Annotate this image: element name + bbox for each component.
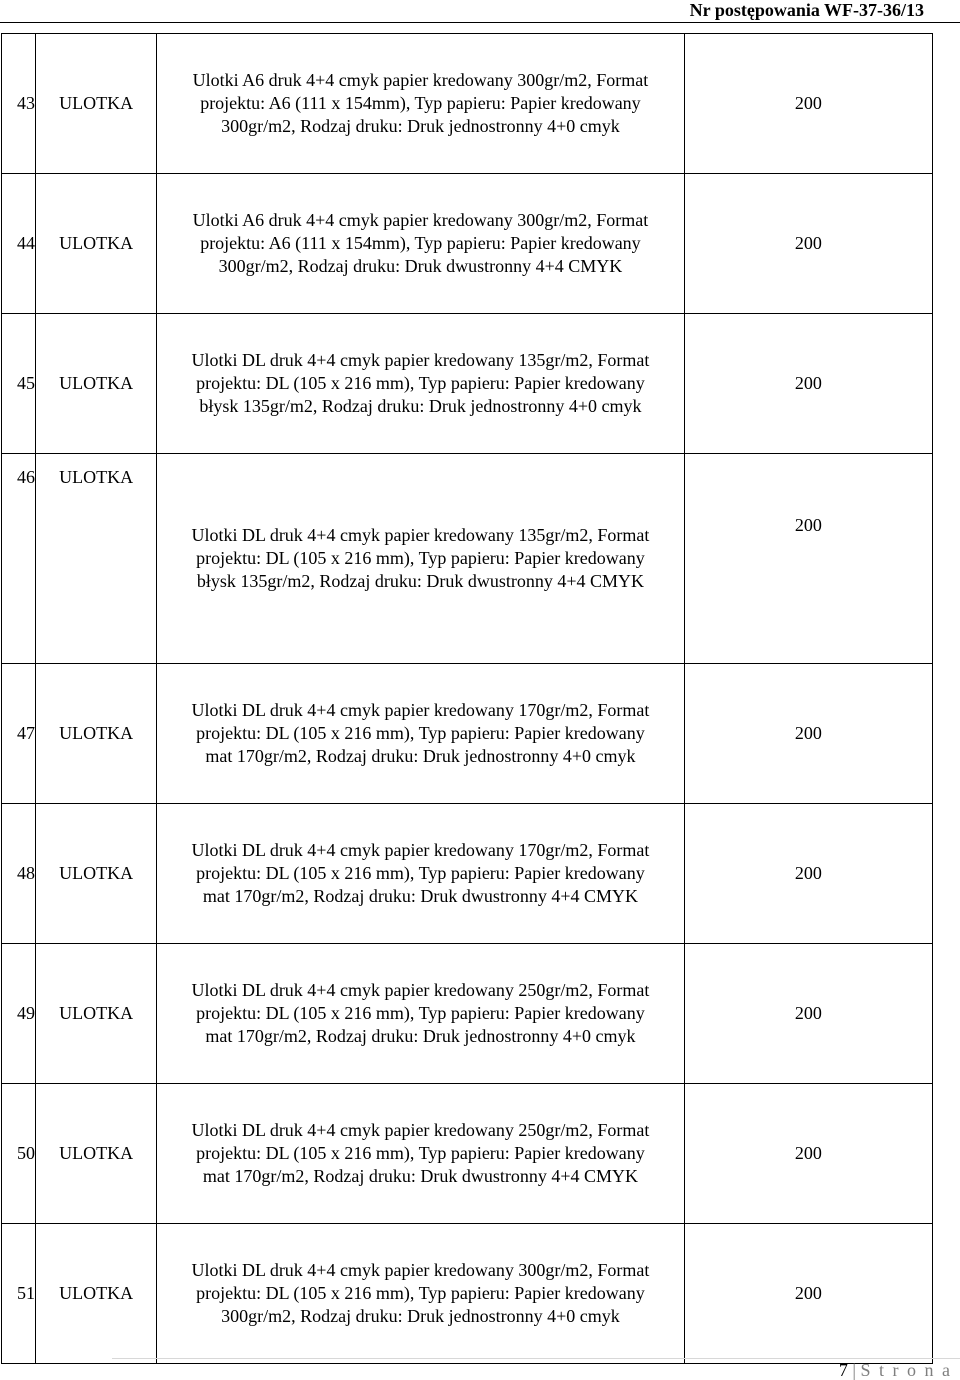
item-description [157,664,685,804]
item-description [157,804,685,944]
row-number: 46 [2,454,36,664]
table-row [2,1084,933,1224]
row-number: 45 [2,314,36,454]
item-quantity: 200 [684,314,932,454]
page-footer [839,1360,952,1380]
description-line: 300gr/m2, Rodzaj druku: Druk jednostronny 4+0 cmyk [221,116,620,136]
description-line: projektu: DL (105 x 216 mm), Typ papieru: Papier kredowany [196,1283,645,1303]
item-description [157,1084,685,1224]
description-line: Ulotki DL druk 4+4 cmyk papier kredowany 135gr/m2, Format [191,350,650,370]
description-line: projektu: DL (105 x 216 mm), Typ papieru: Papier kredowany [196,548,645,568]
table-row [2,804,933,944]
item-quantity: 200 [684,804,932,944]
table-row [2,1224,933,1364]
description-line: mat 170gr/m2, Rodzaj druku: Druk jednostronny 4+0 cmyk [205,1026,636,1046]
item-name: ULOTKA [36,804,157,944]
item-name: ULOTKA [36,1224,157,1364]
item-description [157,454,685,664]
header-divider [0,22,960,23]
row-number: 50 [2,1084,36,1224]
item-name: ULOTKA [36,454,157,664]
page-word: S t r o n a [860,1360,952,1380]
table-row [2,944,933,1084]
row-number: 51 [2,1224,36,1364]
description-line: 300gr/m2, Rodzaj druku: Druk jednostronny 4+0 cmyk [221,1306,620,1326]
item-description [157,314,685,454]
description-line: Ulotki A6 druk 4+4 cmyk papier kredowany 300gr/m2, Format [192,210,649,230]
item-quantity: 200 [684,34,932,174]
description-line: projektu: DL (105 x 216 mm), Typ papieru: Papier kredowany [196,723,645,743]
description-line: projektu: DL (105 x 216 mm), Typ papieru: Papier kredowany [196,373,645,393]
row-number: 44 [2,174,36,314]
description-line: mat 170gr/m2, Rodzaj druku: Druk dwustronny 4+4 CMYK [202,886,638,906]
description-line: projektu: DL (105 x 216 mm), Typ papieru: Papier kredowany [196,863,645,883]
item-quantity: 200 [684,944,932,1084]
description-line: mat 170gr/m2, Rodzaj druku: Druk jednostronny 4+0 cmyk [205,746,636,766]
items-table [1,33,933,1364]
table-row [2,664,933,804]
row-number: 47 [2,664,36,804]
item-name: ULOTKA [36,34,157,174]
table-row [2,174,933,314]
item-quantity: 200 [684,174,932,314]
table-row [2,34,933,174]
item-name: ULOTKA [36,944,157,1084]
table-row [2,454,933,664]
description-line: projektu: A6 (111 x 154mm), Typ papieru: Papier kredowany [200,233,641,253]
description-line: Ulotki DL druk 4+4 cmyk papier kredowany 135gr/m2, Format [191,525,650,545]
page-number: 7 [838,1360,848,1380]
item-description [157,944,685,1084]
description-line: projektu: DL (105 x 216 mm), Typ papieru: Papier kredowany [196,1003,645,1023]
item-quantity: 200 [684,454,932,664]
proceeding-number-header: Nr postępowania WF-37-36/13 [689,0,924,20]
description-line: 300gr/m2, Rodzaj druku: Druk dwustronny 4+4 CMYK [218,256,623,276]
row-number: 49 [2,944,36,1084]
table-row [2,314,933,454]
item-description [157,1224,685,1364]
row-number: 48 [2,804,36,944]
description-line: projektu: A6 (111 x 154mm), Typ papieru: Papier kredowany [200,93,641,113]
item-description [157,34,685,174]
description-line: Ulotki DL druk 4+4 cmyk papier kredowany 250gr/m2, Format [191,1120,650,1140]
description-line: błysk 135gr/m2, Rodzaj druku: Druk jednostronny 4+0 cmyk [199,396,642,416]
description-line: Ulotki DL druk 4+4 cmyk papier kredowany 170gr/m2, Format [191,700,650,720]
item-description [157,174,685,314]
description-line: Ulotki DL druk 4+4 cmyk papier kredowany 250gr/m2, Format [191,980,650,1000]
description-line: projektu: DL (105 x 216 mm), Typ papieru: Papier kredowany [196,1143,645,1163]
description-line: Ulotki DL druk 4+4 cmyk papier kredowany 170gr/m2, Format [191,840,650,860]
item-name: ULOTKA [36,314,157,454]
description-line: Ulotki DL druk 4+4 cmyk papier kredowany 300gr/m2, Format [191,1260,650,1280]
item-name: ULOTKA [36,1084,157,1224]
description-line: mat 170gr/m2, Rodzaj druku: Druk dwustronny 4+4 CMYK [202,1166,638,1186]
description-line: błysk 135gr/m2, Rodzaj druku: Druk dwustronny 4+4 CMYK [196,571,644,591]
footer-separator: | [852,1360,856,1380]
item-quantity: 200 [684,664,932,804]
item-quantity: 200 [684,1224,932,1364]
item-quantity: 200 [684,1084,932,1224]
item-name: ULOTKA [36,664,157,804]
row-number: 43 [2,34,36,174]
description-line: Ulotki A6 druk 4+4 cmyk papier kredowany 300gr/m2, Format [192,70,649,90]
item-name: ULOTKA [36,174,157,314]
footer-divider [112,1358,960,1359]
